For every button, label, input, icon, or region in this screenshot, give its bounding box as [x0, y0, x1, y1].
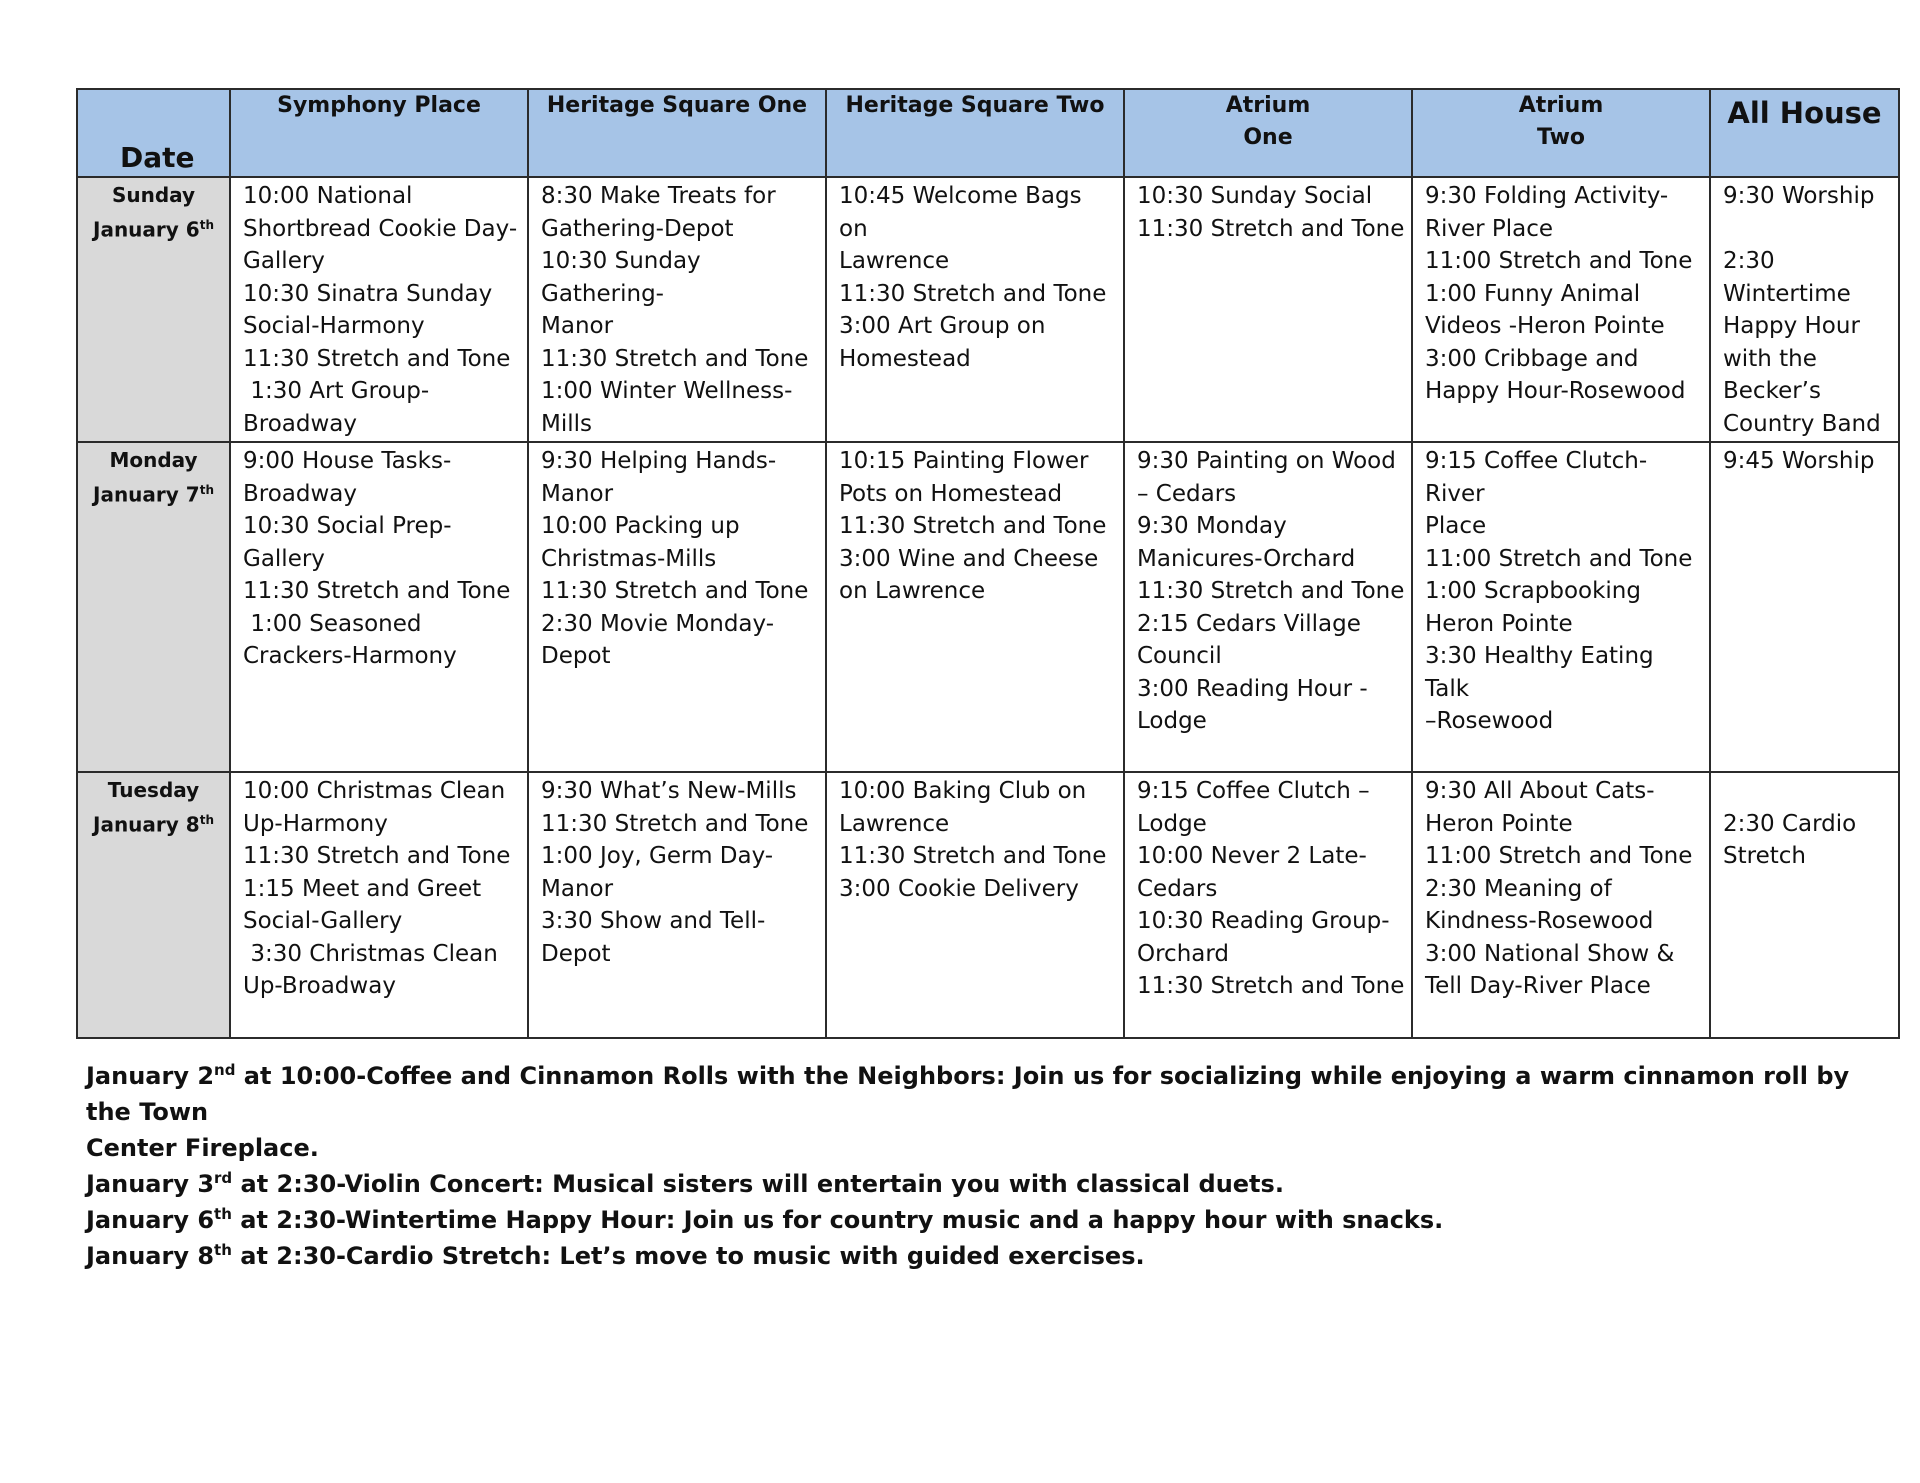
activity-line: 11:30 Stretch and Tone	[243, 345, 511, 372]
header-date: Date	[77, 89, 230, 177]
activity-line: Lodge	[1137, 708, 1207, 734]
activity-line: Place	[1425, 513, 1487, 539]
activity-line: 9:30 Monday	[1137, 513, 1287, 539]
activity-line: Becker’s	[1723, 378, 1821, 404]
activity-line: Crackers-Harmony	[243, 643, 457, 669]
activity-line: 10:15 Painting Flower	[839, 448, 1089, 474]
activity-line: 11:00 Stretch and Tone	[1425, 545, 1693, 572]
cell-all-house	[1710, 772, 1899, 1038]
activity-line: 11:30 Stretch and Tone	[243, 843, 511, 869]
activity-line: Lawrence	[839, 810, 950, 837]
activity-line: 10:00 Packing up	[541, 513, 740, 539]
cell-atrium-two	[1412, 442, 1710, 772]
event-notes	[86, 1058, 1886, 1274]
activity-line: Lodge	[1137, 810, 1207, 837]
activity-line: 2:30 Movie Monday-	[541, 610, 775, 637]
activity-line: –Rosewood	[1425, 708, 1554, 734]
cell-heritage-two	[826, 177, 1124, 442]
activity-line: 11:00 Stretch and Tone	[1425, 843, 1693, 869]
activity-line: Country Band	[1723, 410, 1881, 437]
activity-line: 9:30 What’s New-Mills	[541, 778, 797, 804]
activity-schedule-table	[76, 88, 1900, 1039]
header-symphony-place: Symphony Place	[230, 89, 528, 177]
activity-line: 9:30 Folding Activity-	[1425, 183, 1669, 209]
activity-line: 10:00 Christmas Clean	[243, 778, 506, 804]
cell-atrium-one	[1124, 177, 1412, 442]
activity-line: Shortbread Cookie Day-	[243, 215, 518, 242]
activity-line: Homestead	[839, 345, 971, 372]
event-note: January 2nd at 10:00-Coffee and Cinnamon Rolls with the Neighbors: Join us for socializing while enjoying a warm cinnamon roll by the Town	[86, 1061, 1850, 1126]
activity-line: Happy Hour-Rosewood	[1425, 378, 1686, 404]
activity-line: 3:00 Wine and Cheese	[839, 545, 1099, 572]
activity-line: 11:30 Stretch and Tone	[243, 578, 511, 604]
event-note: January 8th at 2:30-Cardio Stretch: Let’s move to music with guided exercises.	[86, 1241, 1145, 1270]
activity-line: Depot	[541, 940, 611, 967]
activity-line: 3:00 Art Group on	[839, 313, 1046, 339]
activity-line: 11:30 Stretch and Tone	[541, 810, 809, 837]
activity-line: Videos -Heron Pointe	[1425, 313, 1665, 339]
cell-atrium-two	[1412, 177, 1710, 442]
activity-line: 3:00 National Show &	[1425, 940, 1675, 967]
activity-line	[1723, 213, 1892, 246]
activity-line: Depot	[541, 643, 611, 669]
activity-line: Wintertime	[1723, 280, 1851, 307]
activity-line: 1:00 Joy, Germ Day-	[541, 843, 774, 869]
activity-line: Tell Day-River Place	[1425, 973, 1651, 999]
activity-line: 8:30 Make Treats for	[541, 183, 776, 209]
activity-line: 1:00 Funny Animal	[1425, 280, 1641, 307]
table-row	[77, 772, 1899, 1038]
activity-line: 11:30 Stretch and Tone	[1137, 973, 1405, 999]
activity-line: Christmas-Mills	[541, 545, 717, 572]
activity-line: 9:30 Helping Hands-	[541, 448, 777, 474]
activity-line: with the	[1723, 345, 1817, 372]
activity-line: 9:15 Coffee Clutch-River	[1425, 448, 1648, 507]
activity-line: 3:30 Healthy Eating Talk	[1425, 643, 1661, 702]
activity-line: 2:15 Cedars Village	[1137, 610, 1361, 637]
activity-line: 10:45 Welcome Bags on	[839, 183, 1089, 242]
activity-line: 11:30 Stretch and Tone	[541, 345, 809, 372]
header-row	[77, 89, 1899, 177]
activity-line: 11:30 Stretch and Tone	[839, 513, 1107, 539]
day-name: Monday	[109, 448, 198, 472]
cell-all-house	[1710, 177, 1899, 442]
activity-line: 10:30 Sunday Gathering-	[541, 248, 708, 307]
cell-heritage-two	[826, 442, 1124, 772]
activity-line: Gathering-Depot	[541, 215, 734, 242]
activity-line: 1:00 Scrapbooking	[1425, 578, 1641, 604]
cell-heritage-two	[826, 772, 1124, 1038]
activity-line: 10:30 Social Prep-	[243, 513, 452, 539]
activity-line: 9:30 Painting on Wood	[1137, 448, 1396, 474]
activity-line	[1723, 775, 1892, 808]
day-name: Tuesday	[107, 778, 200, 802]
activity-line: Cedars	[1137, 875, 1218, 902]
activity-line: Orchard	[1137, 940, 1230, 967]
header-heritage-square-two: Heritage Square Two	[826, 89, 1124, 177]
activity-line: 10:00 Never 2 Late-	[1137, 843, 1367, 869]
activity-line: 11:30 Stretch and Tone	[1137, 215, 1405, 242]
activity-line: Mills	[541, 410, 592, 437]
event-note: January 3rd at 2:30-Violin Concert: Musical sisters will entertain you with classical duets.	[86, 1169, 1284, 1198]
activity-line: 1:00 Winter Wellness-	[541, 378, 793, 404]
cell-heritage-one	[528, 772, 826, 1038]
activity-line: Manicures-Orchard	[1137, 545, 1356, 572]
activity-line: 3:30 Christmas Clean	[243, 940, 498, 967]
activity-line: Stretch	[1723, 843, 1806, 869]
activity-line: 11:30 Stretch and Tone	[839, 280, 1107, 307]
activity-line: 11:30 Stretch and Tone	[541, 578, 809, 604]
activity-line: Up-Harmony	[243, 810, 388, 837]
activity-line: 9:00 House Tasks-	[243, 448, 452, 474]
activity-line: Social-Gallery	[243, 908, 403, 934]
header-all-house: All House	[1710, 89, 1899, 177]
date-label: January 8th	[93, 812, 214, 837]
table-row	[77, 442, 1899, 772]
date-cell	[77, 442, 230, 772]
activity-line: Happy Hour	[1723, 313, 1860, 339]
activity-line: Council	[1137, 643, 1222, 669]
activity-line: 9:15 Coffee Clutch –	[1137, 778, 1370, 804]
activity-line: Pots on Homestead	[839, 480, 1063, 507]
activity-line: Gallery	[243, 248, 325, 274]
activity-line: 2:30 Meaning of	[1425, 875, 1612, 902]
activity-line: Up-Broadway	[243, 973, 396, 999]
cell-heritage-one	[528, 177, 826, 442]
activity-line: Heron Pointe	[1425, 610, 1573, 637]
cell-atrium-one	[1124, 772, 1412, 1038]
activity-line: Kindness-Rosewood	[1425, 908, 1654, 934]
activity-line: 11:00 Stretch and Tone	[1425, 248, 1693, 274]
activity-line: on Lawrence	[839, 578, 986, 604]
cell-heritage-one	[528, 442, 826, 772]
activity-line: Heron Pointe	[1425, 810, 1573, 837]
date-label: January 7th	[93, 482, 214, 507]
activity-line: 1:30 Art Group-	[243, 378, 430, 404]
activity-line: Gallery	[243, 545, 325, 572]
activity-line: Broadway	[243, 410, 358, 437]
activity-line: 9:45 Worship	[1723, 448, 1875, 474]
cell-symphony	[230, 772, 528, 1038]
activity-line: Social-Harmony	[243, 313, 425, 339]
event-note-continued: Center Fireplace.	[86, 1134, 319, 1162]
activity-line: 3:00 Cribbage and	[1425, 345, 1639, 372]
header-heritage-square-one: Heritage Square One	[528, 89, 826, 177]
activity-line: 10:00 National	[243, 183, 413, 209]
activity-line: 9:30 Worship	[1723, 183, 1875, 209]
table-row	[77, 177, 1899, 442]
header-atrium-one: Atrium One	[1124, 89, 1412, 177]
event-note: January 6th at 2:30-Wintertime Happy Hour: Join us for country music and a happy hour with snacks.	[86, 1205, 1444, 1234]
activity-line: 1:00 Seasoned	[243, 610, 422, 637]
activity-line: 3:00 Cookie Delivery	[839, 875, 1079, 902]
activity-line: 11:30 Stretch and Tone	[1137, 578, 1405, 604]
cell-symphony	[230, 442, 528, 772]
activity-line: Lawrence	[839, 248, 950, 274]
header-atrium-two: Atrium Two	[1412, 89, 1710, 177]
activity-line: – Cedars	[1137, 480, 1237, 507]
activity-line: River Place	[1425, 215, 1554, 242]
cell-atrium-two	[1412, 772, 1710, 1038]
cell-all-house	[1710, 442, 1899, 772]
activity-line: 10:30 Sinatra Sunday	[243, 280, 493, 307]
activity-line: Manor	[541, 480, 614, 507]
cell-symphony	[230, 177, 528, 442]
activity-line: 10:30 Reading Group-	[1137, 908, 1390, 934]
activity-line: 11:30 Stretch and Tone	[839, 843, 1107, 869]
date-label: January 6th	[93, 217, 214, 242]
activity-line: 2:30	[1723, 248, 1775, 274]
day-name: Sunday	[111, 183, 196, 207]
cell-atrium-one	[1124, 442, 1412, 772]
date-cell	[77, 177, 230, 442]
activity-line: Manor	[541, 875, 614, 902]
activity-line: 10:00 Baking Club on	[839, 778, 1087, 804]
activity-line: Manor	[541, 313, 614, 339]
date-cell	[77, 772, 230, 1038]
activity-line: Broadway	[243, 480, 358, 507]
activity-line: 3:30 Show and Tell-	[541, 908, 766, 934]
activity-line: 9:30 All About Cats-	[1425, 778, 1655, 804]
activity-line: 2:30 Cardio	[1723, 810, 1857, 837]
activity-line: 3:00 Reading Hour -	[1137, 675, 1368, 702]
activity-line: 1:15 Meet and Greet	[243, 875, 482, 902]
activity-line: 10:30 Sunday Social	[1137, 183, 1373, 209]
